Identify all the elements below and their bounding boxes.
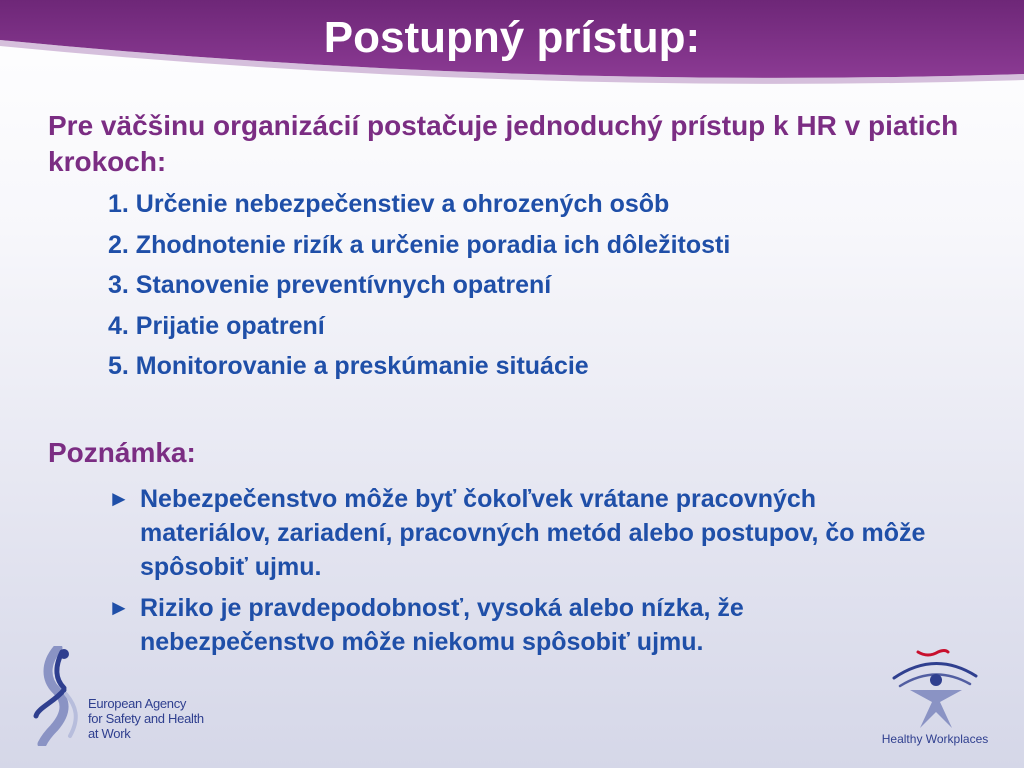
healthy-workplaces-name: Healthy Workplaces: [881, 732, 989, 746]
step-item: 3. Stanovenie preventívnych opatrení: [108, 271, 552, 299]
bullet-arrow-icon: ►: [108, 486, 130, 511]
note-bullet: [108, 482, 928, 584]
steps-list: [108, 186, 730, 389]
step-item: 2. Zhodnotenie rizík a určenie poradia ich dôležitosti: [108, 230, 731, 259]
eu-osha-name-line: European Agency: [88, 696, 187, 711]
step-item: 1. Určenie nebezpečenstiev a ohrozených osôb: [108, 190, 670, 218]
note-bullet-text: Riziko je pravdepodobnosť, vysoká alebo nízka, že nebezpečenstvo môže niekomu spôsobiť ujmu.: [140, 594, 744, 656]
eu-osha-name: [88, 696, 204, 741]
step-item: 4. Prijatie opatrení: [108, 311, 325, 340]
eu-osha-name-line: for Safety and Health: [88, 711, 204, 726]
note-bullet-text: Nebezpečenstvo môže byť čokoľvek vrátane pracovných materiálov, zariadení, pracovných metód alebo postupov, čo môže spôsobiť ujmu.: [140, 485, 926, 581]
step-item: 5. Monitorovanie a preskúmanie situácie: [108, 352, 589, 380]
bullet-arrow-icon: ►: [108, 595, 130, 620]
intro-text: Pre väčšinu organizácií postačuje jednoduchý prístup k HR v piatich krokoch:: [48, 110, 959, 177]
eu-osha-name-line: at Work: [88, 726, 131, 741]
healthy-workplaces-logo-icon: [890, 646, 980, 731]
slide-title: Postupný prístup:: [323, 13, 701, 62]
note-heading: Poznámka:: [48, 437, 196, 468]
